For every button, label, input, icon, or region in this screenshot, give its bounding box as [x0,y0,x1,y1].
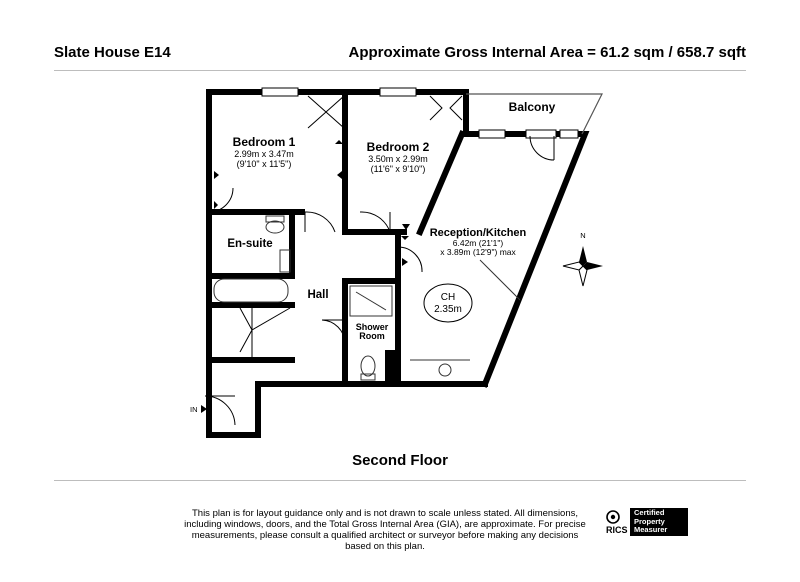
compass-north-label: N [580,231,586,240]
floor-label: Second Floor [352,452,448,469]
ch-line2: 2.35m [434,304,462,315]
shower-line2: Room [359,331,385,341]
property-title: Slate House E14 [54,44,171,61]
hall-name: Hall [307,289,329,301]
disclaimer-text: This plan is for layout guidance only and is not drawn to scale unless stated. All dimensions, including windows, doors, and the Total Gross Internal Area (GIA), are approximate. For precise measurements, please consult a qualified architect or surveyor before making any decisions based on this plan. [184,508,586,552]
bedroom2-dim-m: 3.50m x 2.99m [368,154,428,164]
bottom-divider [54,480,746,481]
balcony-name: Balcony [508,100,556,114]
hall-stub-wall [385,350,399,384]
shower-line1: Shower [355,322,389,332]
ch-line1: CH [440,292,456,303]
badge-line1: Certified [634,508,665,517]
reception-dim-2: x 3.89m (12'9") max [440,247,516,257]
certified-measurer-badge [630,508,688,536]
ensuite-name: En-suite [227,238,273,250]
bedroom2-name: Bedroom 2 [366,140,430,154]
rics-label: RICS [606,525,628,535]
badge-line2: Property [634,516,665,526]
bedroom1-dim-m: 2.99m x 3.47m [234,149,294,159]
rics-logo-icon [604,509,626,525]
reception-name: Reception/Kitchen [429,227,527,239]
entrance-label: IN [190,405,198,414]
compass-icon [563,231,603,286]
reception-dim-1: 6.42m (21'1") [452,238,504,248]
gross-area: Approximate Gross Internal Area = 61.2 sqm / 658.7 sqft [348,44,746,61]
bedroom2-dim-ft: (11'6" x 9'10") [370,164,426,174]
bedroom1-name: Bedroom 1 [232,135,296,149]
bedroom1-dim-ft: (9'10" x 11'5") [236,159,292,169]
badge-line3: Measurer [634,525,668,535]
ch-outline [424,284,472,322]
